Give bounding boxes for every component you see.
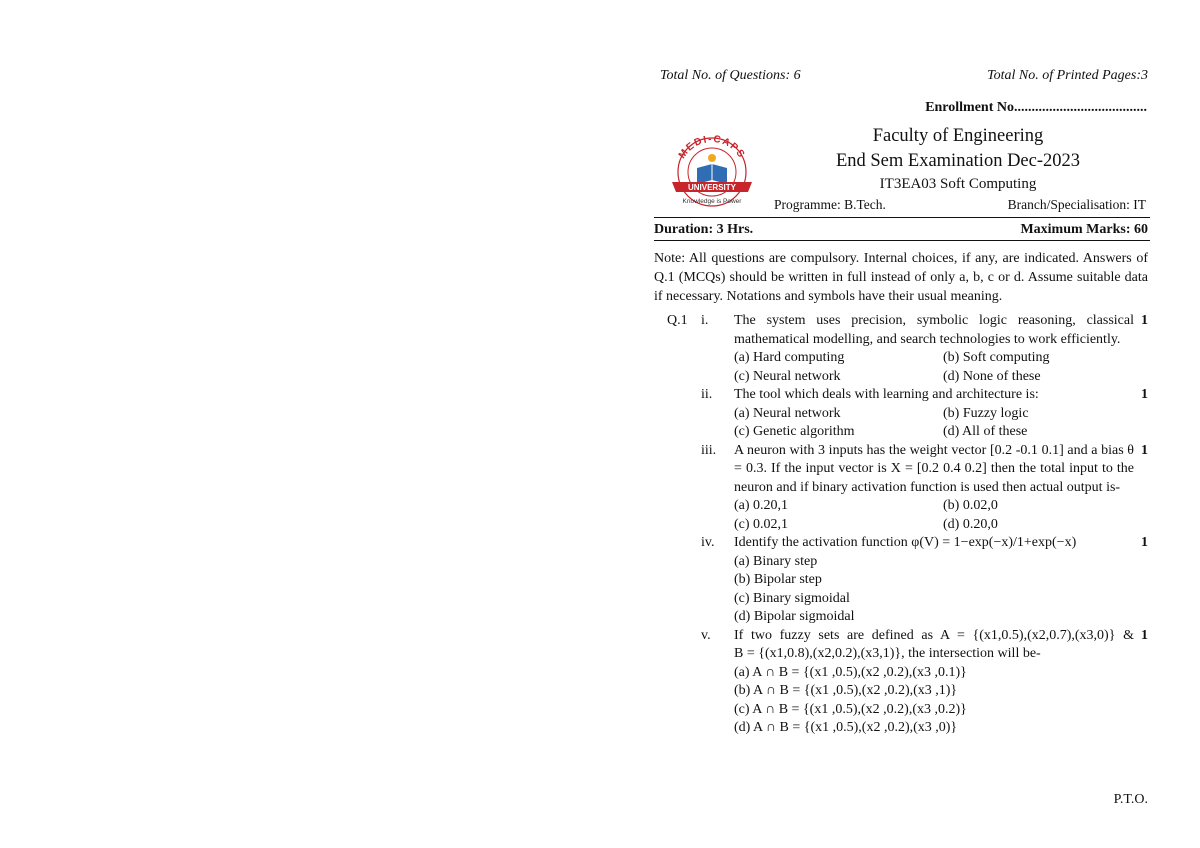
option: (d) Bipolar sigmoidal bbox=[734, 609, 855, 624]
question-text: Identify the activation function φ(V) = 1−exp(−x)/1+exp(−x) bbox=[734, 535, 1077, 550]
option-row bbox=[654, 682, 1150, 701]
question-number: Q.1 bbox=[667, 313, 688, 328]
item-number: v. bbox=[701, 627, 711, 643]
option-row bbox=[654, 608, 1150, 627]
exam-title: End Sem Examination Dec-2023 bbox=[835, 151, 1081, 171]
option: (c) Binary sigmoidal bbox=[734, 590, 850, 606]
question-line bbox=[654, 460, 1150, 479]
course-title: IT3EA03 Soft Computing bbox=[879, 176, 1037, 192]
option: (a) Binary step bbox=[734, 553, 818, 569]
question-line bbox=[654, 331, 1150, 350]
programme: Programme: B.Tech. bbox=[774, 197, 886, 212]
pto-footer: P.T.O. bbox=[1113, 792, 1148, 807]
marks: 1 bbox=[1141, 387, 1148, 402]
option: (a) A ∩ B = {(x1 ,0.5),(x2 ,0.2),(x3 ,0.1)} bbox=[734, 664, 967, 680]
item-number: iv. bbox=[701, 535, 715, 550]
item-number: ii. bbox=[701, 387, 713, 402]
item-number: iii. bbox=[701, 442, 717, 458]
option: (a) Hard computing bbox=[734, 350, 845, 365]
option-row bbox=[654, 553, 1150, 572]
option: (b) Fuzzy logic bbox=[943, 405, 1029, 421]
exam-note: Note: All questions are compulsory. Internal choices, if any, are indicated. Answers of Q.1 (MCQs) should be written in full instead of only a, b, c or d. Assume suitable data if necessary. Notations and symbols have their usual meaning. bbox=[654, 251, 1148, 304]
option-row bbox=[654, 719, 1150, 738]
max-marks: Maximum Marks: 60 bbox=[1020, 222, 1148, 237]
faculty-title: Faculty of Engineering bbox=[872, 126, 1044, 146]
branch: Branch/Specialisation: IT bbox=[1007, 197, 1146, 212]
option: (b) Soft computing bbox=[943, 350, 1050, 365]
question-line bbox=[654, 312, 1150, 331]
option: (d) A ∩ B = {(x1 ,0.5),(x2 ,0.2),(x3 ,0)} bbox=[734, 720, 958, 735]
option: (b) A ∩ B = {(x1 ,0.5),(x2 ,0.2),(x3 ,1)} bbox=[734, 683, 958, 698]
question-line bbox=[654, 645, 1150, 664]
question-line bbox=[654, 534, 1150, 553]
question-text: mathematical modelling, and search technologies to work efficiently. bbox=[734, 331, 1121, 347]
question-text: A neuron with 3 inputs has the weight vector [0.2 -0.1 0.1] and a bias θ bbox=[734, 442, 1134, 458]
option-row bbox=[654, 571, 1150, 590]
question-text: = 0.3. If the input vector is X = [0.2 0.4 0.2] then the total input to the bbox=[734, 461, 1134, 476]
divider bbox=[654, 217, 1150, 218]
question-line bbox=[654, 442, 1150, 461]
option: (a) 0.20,1 bbox=[734, 498, 789, 513]
option-row bbox=[654, 423, 1150, 442]
enrollment-field: Enrollment No...................................... bbox=[925, 100, 1147, 115]
marks: 1 bbox=[1141, 442, 1148, 458]
logo-banner-text: UNIVERSITY bbox=[687, 183, 737, 192]
question-line bbox=[654, 627, 1150, 646]
option: (b) 0.02,0 bbox=[943, 498, 998, 513]
option: (d) All of these bbox=[943, 424, 1028, 439]
divider bbox=[654, 240, 1150, 241]
option-row bbox=[654, 701, 1150, 720]
marks: 1 bbox=[1141, 627, 1148, 643]
exam-page bbox=[654, 0, 1150, 848]
option: (c) 0.02,1 bbox=[734, 516, 789, 532]
option-row bbox=[654, 405, 1150, 424]
option: (d) None of these bbox=[943, 368, 1041, 384]
marks: 1 bbox=[1141, 313, 1148, 328]
question-text: B = {(x1,0.8),(x2,0.2),(x3,1)}, the intersection will be- bbox=[734, 646, 1041, 661]
question-line bbox=[654, 386, 1150, 405]
question-text: If two fuzzy sets are defined as A = {(x1,0.5),(x2,0.7),(x3,0)} & bbox=[734, 627, 1134, 643]
option-row bbox=[654, 590, 1150, 609]
option: (b) Bipolar step bbox=[734, 572, 822, 587]
total-pages: Total No. of Printed Pages:3 bbox=[987, 68, 1148, 83]
option-row bbox=[654, 349, 1150, 368]
option: (d) 0.20,0 bbox=[943, 516, 998, 532]
question-text: The tool which deals with learning and architecture is: bbox=[734, 387, 1039, 402]
option-row bbox=[654, 497, 1150, 516]
duration: Duration: 3 Hrs. bbox=[654, 222, 754, 237]
item-number: i. bbox=[701, 313, 709, 328]
option: (c) Neural network bbox=[734, 368, 841, 384]
option: (a) Neural network bbox=[734, 405, 841, 421]
question-text: neuron and if binary activation function is used then actual output is- bbox=[734, 479, 1121, 495]
option: (c) A ∩ B = {(x1 ,0.5),(x2 ,0.2),(x3 ,0.2)} bbox=[734, 701, 967, 717]
logo-top-text: MEDI-CAPS bbox=[676, 133, 748, 161]
logo-tagline: Knowledge is Power bbox=[682, 198, 742, 205]
marks: 1 bbox=[1141, 535, 1148, 550]
question-text: The system uses precision, symbolic logic reasoning, classical bbox=[734, 313, 1134, 328]
option: (c) Genetic algorithm bbox=[734, 424, 855, 439]
option-row bbox=[654, 516, 1150, 535]
option-row bbox=[654, 664, 1150, 683]
question-1 bbox=[654, 312, 1150, 738]
total-questions: Total No. of Questions: 6 bbox=[660, 68, 801, 83]
question-line bbox=[654, 479, 1150, 498]
option-row bbox=[654, 368, 1150, 387]
